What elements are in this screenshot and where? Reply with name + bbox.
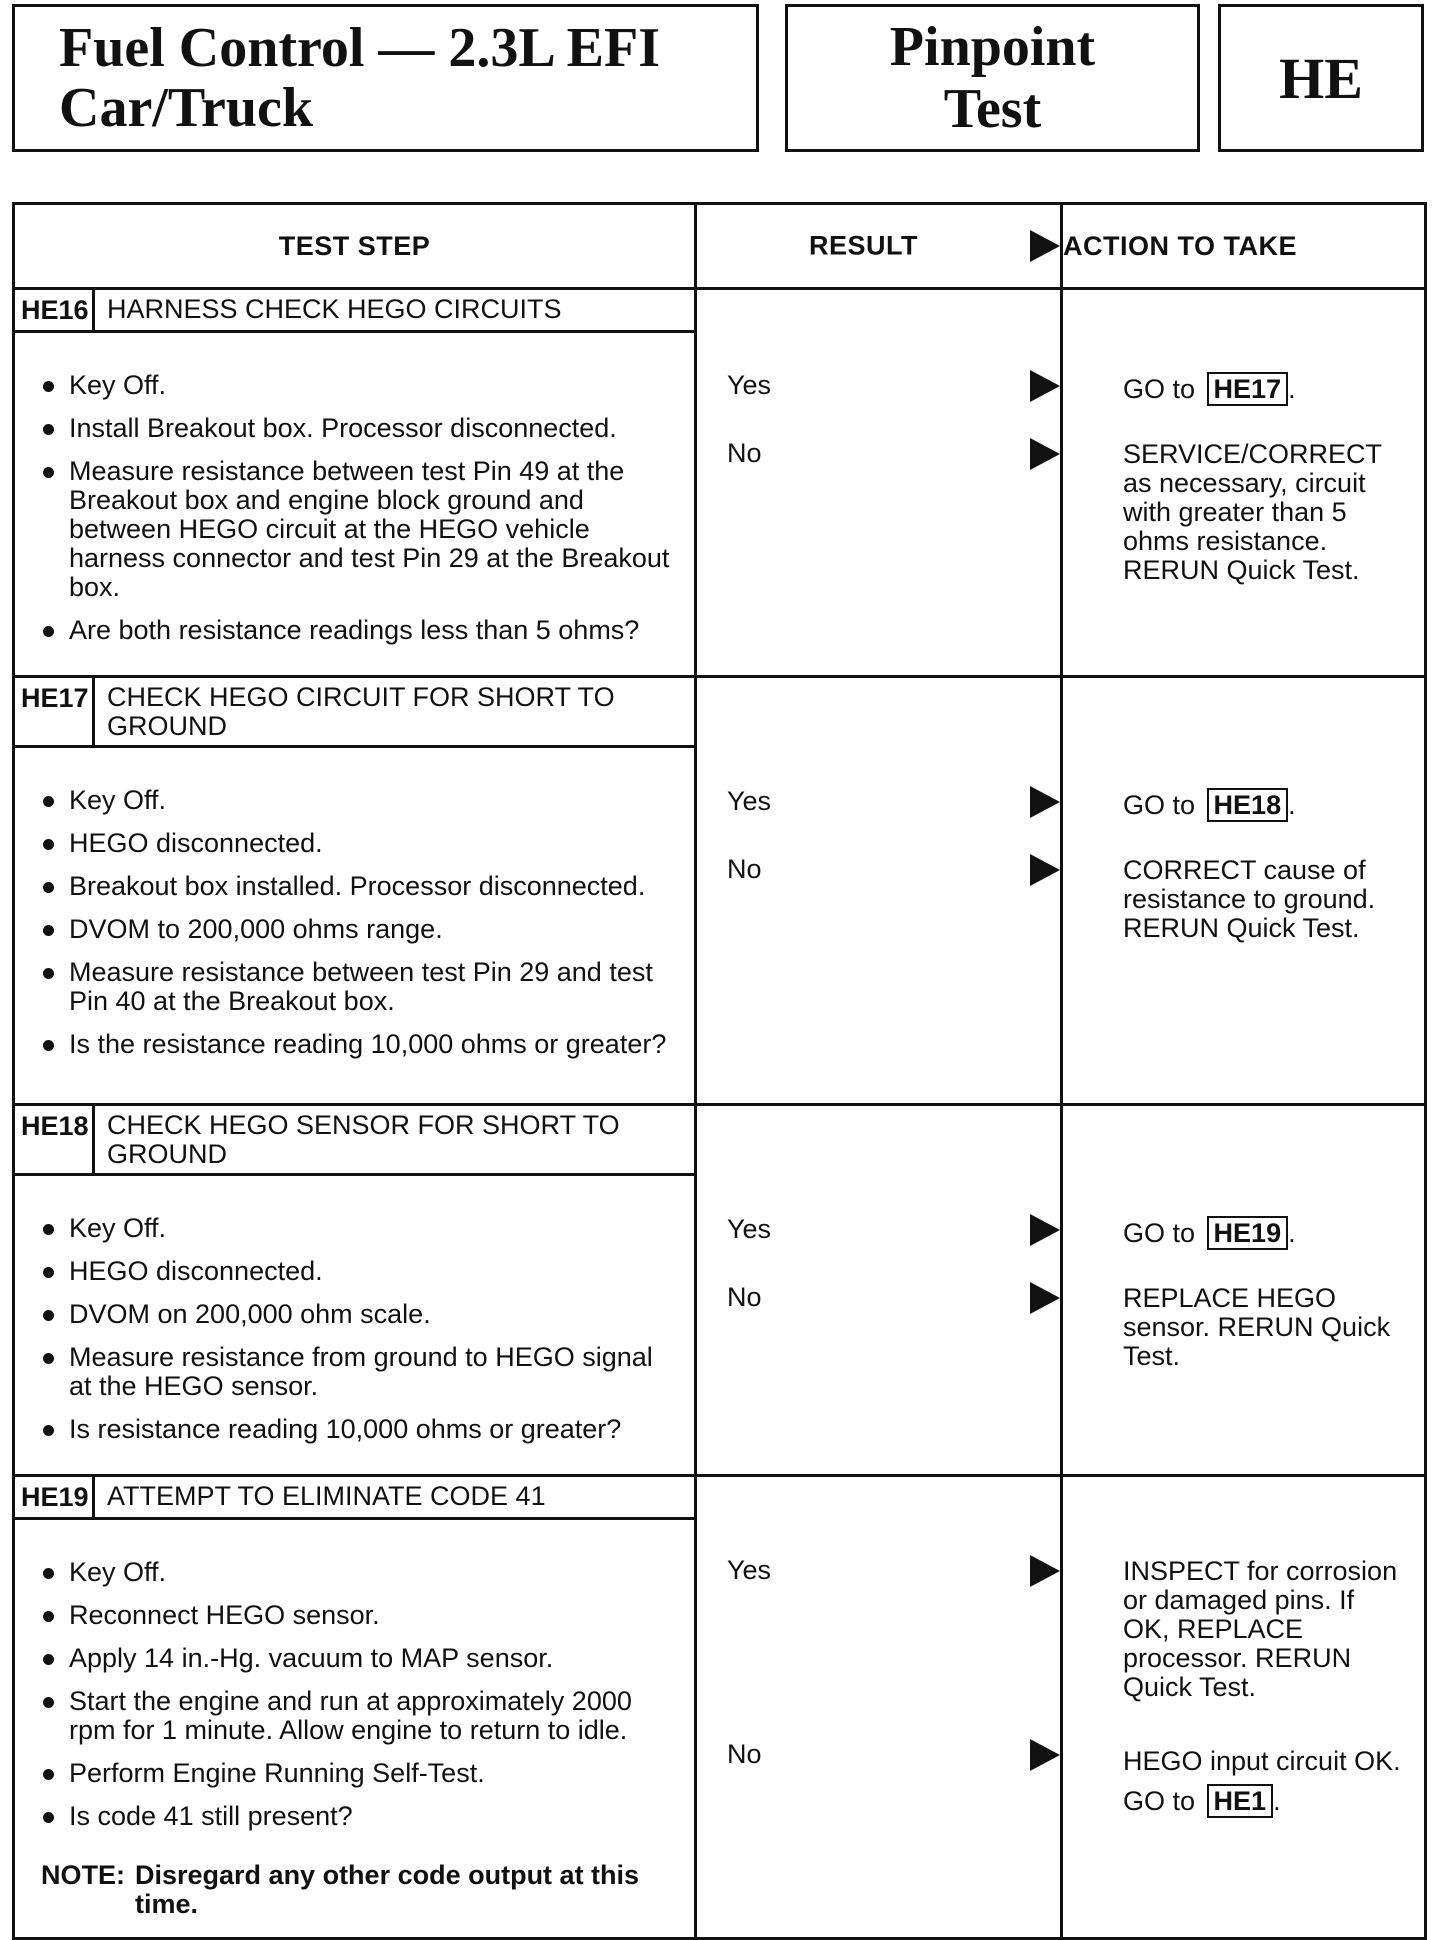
action-yes [1123,1216,1408,1250]
result-no [727,1739,1060,1779]
step-title: HARNESS CHECK HEGO CIRCUITS [107,294,562,324]
step-bullet: Key Off. [41,371,674,400]
action-suffix: . [1288,374,1296,404]
result-label: Yes [727,1555,772,1585]
step-bullet: Key Off. [41,786,674,815]
step-bullet: Is resistance reading 10,000 ohms or greater? [41,1415,674,1444]
step-ref-link[interactable]: HE19 [1207,1216,1289,1250]
test-step-row [14,1105,1426,1476]
result-arrow-icon [1030,1555,1060,1587]
pinpoint-line-2: Test [943,78,1042,140]
result-label: No [727,1739,762,1769]
result-arrow-icon [1030,1282,1060,1314]
step-bullet-list [15,1520,694,1861]
step-bullet: DVOM on 200,000 ohm scale. [41,1300,674,1329]
result-arrow-icon [1030,370,1060,402]
step-note [15,1861,694,1937]
result-arrow-icon [1030,786,1060,818]
step-title: CHECK HEGO SENSOR FOR SHORT TO GROUND [107,1110,620,1169]
result-no [727,1282,1060,1322]
action-cell [1062,1476,1426,1939]
test-step-row [14,677,1426,1105]
step-bullet: Start the engine and run at approximately 2000 rpm for 1 minute. Allow engine to return to idle. [41,1687,674,1745]
note-text: Disregard any other code output at this time. [135,1860,640,1919]
result-cell [696,677,1062,1105]
result-header [696,204,1062,289]
action-suffix: . [1273,1786,1281,1816]
pinpoint-line-1: Pinpoint [889,16,1096,78]
page-title [59,18,660,138]
test-step-cell [14,1476,696,1939]
action-text: GO to [1123,1218,1196,1248]
result-arrow-icon [1030,230,1060,262]
test-step-cell [14,677,696,1105]
test-step-cell [14,289,696,677]
step-bullet-list [15,1176,694,1474]
step-bullet: Install Breakout box. Processor disconnected. [41,414,674,443]
step-ref-link[interactable]: HE17 [1207,372,1289,406]
step-bullet: Measure resistance from ground to HEGO signal at the HEGO sensor. [41,1343,674,1401]
note-label: NOTE: [41,1860,125,1890]
step-bullet: Is code 41 still present? [41,1802,674,1831]
title-box [12,4,759,152]
step-ref-link[interactable]: HE18 [1207,788,1289,822]
result-yes [727,370,1060,410]
pinpoint-label [890,16,1095,140]
title-line-1: Fuel Control — 2.3L EFI [59,17,661,79]
table-header-row [14,204,1426,289]
result-arrow-icon [1030,438,1060,470]
test-code-box [1218,4,1424,152]
action-cell [1062,289,1426,677]
action-cell [1062,677,1426,1105]
action-cell [1062,1105,1426,1476]
step-bullet: Key Off. [41,1214,674,1243]
step-bullet-list [15,748,694,1089]
action-yes: INSPECT for corrosion or damaged pins. If OK, REPLACE processor. RERUN Quick Test. [1123,1556,1398,1702]
action-suffix: . [1288,790,1296,820]
result-no [727,854,1060,894]
step-bullet: Key Off. [41,1558,674,1587]
result-label: Yes [727,1214,772,1244]
result-cell [696,1105,1062,1476]
result-cell [696,1476,1062,1939]
result-no [727,438,1060,478]
result-cell [696,289,1062,677]
result-label: No [727,1282,762,1312]
result-label: Yes [727,370,772,400]
test-step-cell [14,1105,696,1476]
step-code: HE16 [15,290,95,330]
title-line-2: Car/Truck [59,77,314,139]
step-code: HE18 [15,1106,95,1173]
test-step-header: TEST STEP [14,204,696,289]
step-bullet: Measure resistance between test Pin 29 and test Pin 40 at the Breakout box. [41,958,674,1016]
step-bullet: Reconnect HEGO sensor. [41,1601,674,1630]
action-text: GO to [1123,790,1196,820]
pinpoint-box [785,4,1200,152]
step-bullet-list [15,333,694,675]
step-heading [15,1106,694,1176]
result-header-label: RESULT [809,230,918,261]
action-no: SERVICE/CORRECT as necessary, circuit with greater than 5 ohms resistance. RERUN Quick Test. [1123,439,1382,585]
result-arrow-icon [1030,854,1060,886]
step-bullet: Measure resistance between test Pin 49 at the Breakout box and engine block ground and between HEGO circuit at the HEGO vehicle harness connector and test Pin 29 at the Breakout box. [41,457,674,602]
step-heading [15,1477,694,1520]
action-no: REPLACE HEGO sensor. RERUN Quick Test. [1123,1283,1391,1371]
step-bullet: Perform Engine Running Self-Test. [41,1759,674,1788]
result-label: Yes [727,786,772,816]
result-label: No [727,854,762,884]
step-bullet: Apply 14 in.-Hg. vacuum to MAP sensor. [41,1644,674,1673]
step-code: HE19 [15,1477,95,1517]
step-bullet: Is the resistance reading 10,000 ohms or greater? [41,1030,674,1059]
action-header: ACTION TO TAKE [1062,204,1426,289]
test-code: HE [1279,45,1363,111]
result-yes [727,1214,1060,1254]
step-bullet: HEGO disconnected. [41,1257,674,1286]
action-yes [1123,788,1408,822]
pinpoint-test-table [12,202,1427,1940]
step-bullet: DVOM to 200,000 ohms range. [41,915,674,944]
result-arrow-icon [1030,1739,1060,1771]
action-no [1123,1741,1408,1821]
result-yes [727,786,1060,826]
test-step-row [14,289,1426,677]
action-suffix: . [1288,1218,1296,1248]
step-title: CHECK HEGO CIRCUIT FOR SHORT TO GROUND [107,682,615,741]
step-code: HE17 [15,678,95,745]
step-heading [15,290,694,333]
result-yes [727,1555,1060,1595]
action-text: HEGO input circuit OK. GO to [1123,1746,1401,1816]
action-no: CORRECT cause of resistance to ground. RERUN Quick Test. [1123,855,1376,943]
step-bullet: Are both resistance readings less than 5 ohms? [41,616,674,645]
result-arrow-icon [1030,1214,1060,1246]
step-bullet: Breakout box installed. Processor disconnected. [41,872,674,901]
result-label: No [727,438,762,468]
test-step-row [14,1476,1426,1939]
step-bullet: HEGO disconnected. [41,829,674,858]
action-text: GO to [1123,374,1196,404]
action-yes [1123,372,1408,406]
step-ref-link[interactable]: HE1 [1207,1784,1274,1818]
step-title: ATTEMPT TO ELIMINATE CODE 41 [107,1481,546,1511]
step-heading [15,678,694,748]
